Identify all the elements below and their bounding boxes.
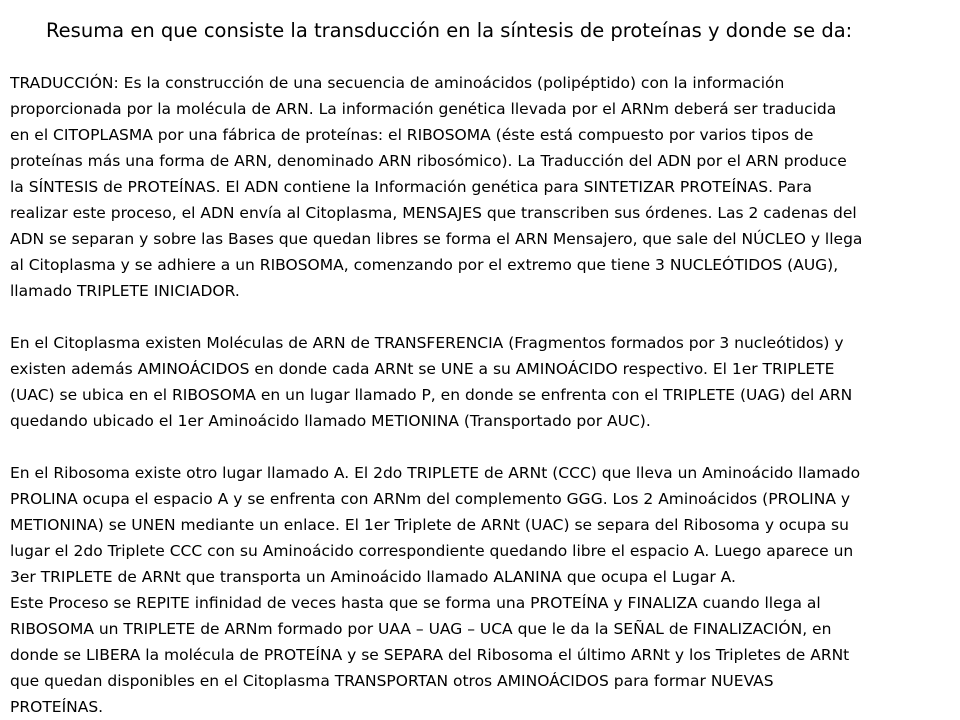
text-line: proteínas más una forma de ARN, denominado ARN ribosómico). La Traducción del ADN por el ARN produce <box>10 152 847 170</box>
text-line: llamado TRIPLETE INICIADOR. <box>10 282 240 300</box>
text-line: Este Proceso se REPITE infinidad de veces hasta que se forma una PROTEÍNA y FINALIZA cuando llega al <box>10 594 821 612</box>
text-line: (UAC) se ubica en el RIBOSOMA en un lugar llamado P, en donde se enfrenta con el TRIPLETE (UAG) del ARN <box>10 386 853 404</box>
text-line: proporcionada por la molécula de ARN. La información genética llevada por el ARNm deberá ser traducida <box>10 100 837 118</box>
text-line: METIONINA) se UNEN mediante un enlace. El 1er Triplete de ARNt (UAC) se separa del Ribosoma y ocupa su <box>10 516 849 534</box>
paragraph-spacer <box>10 434 954 460</box>
text-line: la SÍNTESIS de PROTEÍNAS. El ADN contiene la Información genética para SINTETIZAR PROTEÍNAS. Para <box>10 178 812 196</box>
text-line: quedando ubicado el 1er Aminoácido llamado METIONINA (Transportado por AUC). <box>10 412 651 430</box>
text-line: en el CITOPLASMA por una fábrica de proteínas: el RIBOSOMA (éste está compuesto por varios tipos de <box>10 126 814 144</box>
slide-title: Resuma en que consiste la transducción en la síntesis de proteínas y donde se da: <box>46 19 853 42</box>
text-line: PROTEÍNAS. <box>10 698 104 716</box>
text-line: PROLINA ocupa el espacio A y se enfrenta con ARNm del complemento GGG. Los 2 Aminoácidos (PROLINA y <box>10 490 851 508</box>
paragraph-spacer <box>10 304 954 330</box>
text-line: En el Citoplasma existen Moléculas de ARN de TRANSFERENCIA (Fragmentos formados por 3 nucleótidos) y <box>10 334 844 352</box>
paragraph-citoplasma <box>10 330 954 434</box>
text-line: 3er TRIPLETE de ARNt que transporta un Aminoácido llamado ALANINA que ocupa el Lugar A. <box>10 568 736 586</box>
text-line: existen además AMINOÁCIDOS en donde cada ARNt se UNE a su AMINOÁCIDO respectivo. El 1er TRIPLETE <box>10 360 835 378</box>
text-line: donde se LIBERA la molécula de PROTEÍNA y se SEPARA del Ribosoma el último ARNt y los Tripletes de ARNt <box>10 646 850 664</box>
text-line: lugar el 2do Triplete CCC con su Aminoácido correspondiente quedando libre el espacio A. Luego aparece un <box>10 542 854 560</box>
body-text <box>10 70 954 720</box>
text-line: que quedan disponibles en el Citoplasma TRANSPORTAN otros AMINOÁCIDOS para formar NUEVAS <box>10 672 774 690</box>
text-line: ADN se separan y sobre las Bases que quedan libres se forma el ARN Mensajero, que sale del NÚCLEO y llega <box>10 230 863 248</box>
text-line: al Citoplasma y se adhiere a un RIBOSOMA, comenzando por el extremo que tiene 3 NUCLEÓTIDOS (AUG), <box>10 256 839 274</box>
text-line: TRADUCCIÓN: Es la construcción de una secuencia de aminoácidos (polipéptido) con la información <box>10 74 785 92</box>
text-line: En el Ribosoma existe otro lugar llamado A. El 2do TRIPLETE de ARNt (CCC) que lleva un Aminoácido llamado <box>10 464 861 482</box>
text-line: realizar este proceso, el ADN envía al Citoplasma, MENSAJES que transcriben sus órdenes. Las 2 cadenas del <box>10 204 857 222</box>
paragraph-traduccion <box>10 70 954 304</box>
text-line: RIBOSOMA un TRIPLETE de ARNm formado por UAA – UAG – UCA que le da la SEÑAL de FINALIZACIÓN, en <box>10 620 832 638</box>
paragraph-ribosoma <box>10 460 954 720</box>
